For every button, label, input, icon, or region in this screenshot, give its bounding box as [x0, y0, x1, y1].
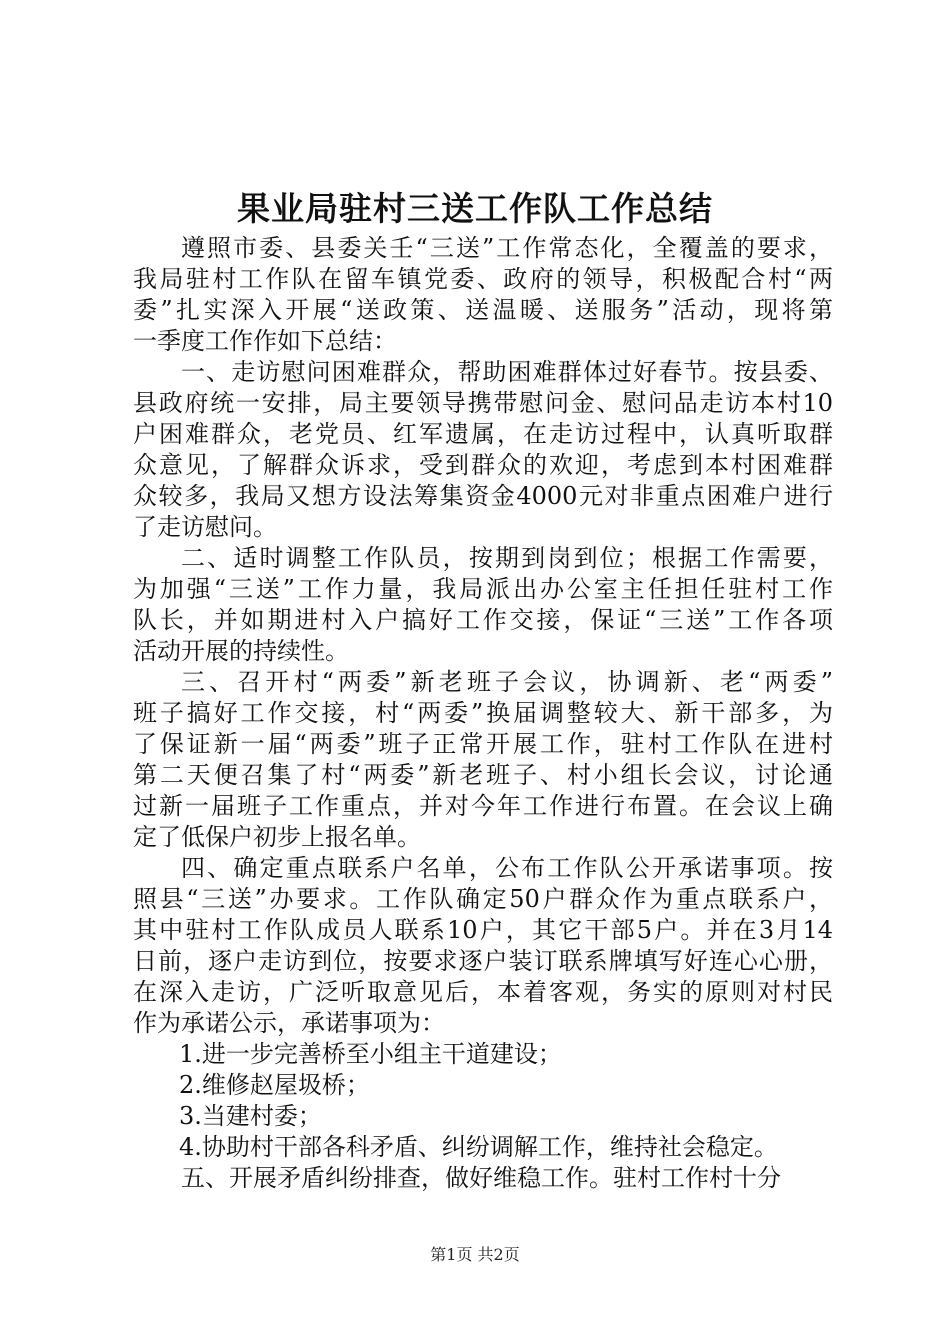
body-line: 队长，并如期进村入户搞好工作交接，保证“三送”工作各项 — [133, 606, 833, 634]
body-line: 定了低保户初步上报名单。 — [133, 823, 421, 851]
body-line: 五、开展矛盾纠纷排查，做好维稳工作。驻村工作村十分 — [181, 1164, 781, 1192]
list-item: 3.当建村委； — [179, 1102, 322, 1130]
page-footer: 第1页 共2页 — [430, 1245, 520, 1264]
body-line: 遵照市委、县委关壬“三送”工作常态化，全覆盖的要求， — [181, 234, 833, 262]
list-item: 4.协助村干部各科矛盾、纠纷调解工作，维持社会稳定。 — [179, 1133, 778, 1161]
list-item: 1.进一步完善桥至小组主干道建设； — [179, 1040, 562, 1068]
body-line: 县政府统一安排，局主要领导携带慰问金、慰问品走访本村10 — [133, 389, 833, 417]
body-line: 日前，逐户走访到位，按要求逐户装订联系牌填写好连心心册， — [133, 947, 833, 975]
body-line: 第二天便召集了村“两委”新老班子、村小组长会议，讨论通 — [133, 761, 833, 789]
document-body — [133, 233, 833, 1194]
body-line: 照县“三送”办要求。工作队确定50户群众作为重点联系户， — [133, 885, 833, 913]
body-line: 作为承诺公示，承诺事项为： — [133, 1009, 445, 1037]
body-line: 委”扎实深入开展“送政策、送温暖、送服务”活动，现将第 — [133, 296, 833, 324]
document-title: 果业局驻村三送工作队工作总结 — [237, 189, 713, 228]
body-line: 其中驻村工作队成员人联系10户，其它干部5户。并在3月14 — [133, 916, 833, 944]
body-line: 活动开展的持续性。 — [133, 637, 349, 665]
body-line: 一、走访慰问困难群众，帮助困难群体过好春节。按县委、 — [181, 358, 833, 386]
body-line: 班子搞好工作交接，村“两委”换届调整较大、新干部多，为 — [133, 699, 833, 727]
body-line: 三、召开村“两委”新老班子会议，协调新、老“两委” — [181, 668, 833, 696]
body-line: 四、确定重点联系户名单，公布工作队公开承诺事项。按 — [181, 854, 833, 882]
body-line: 一季度工作作如下总结： — [133, 327, 397, 355]
body-line: 了走访慰问。 — [133, 513, 277, 541]
body-line: 众意见，了解群众诉求，受到群众的欢迎，考虑到本村困难群 — [133, 451, 833, 479]
body-line: 在深入走访，广泛听取意见后，本着客观，务实的原则对村民 — [133, 978, 833, 1006]
body-line: 二、适时调整工作队员，按期到岗到位；根据工作需要， — [181, 544, 833, 572]
body-line: 了保证新一届“两委”班子正常开展工作，驻村工作队在进村 — [133, 730, 833, 758]
list-item: 2.维修赵屋圾桥； — [179, 1071, 370, 1099]
body-line: 户困难群众，老党员、红军遗属，在走访过程中，认真听取群 — [133, 420, 833, 448]
body-line: 过新一届班子工作重点，并对今年工作进行布置。在会议上确 — [133, 792, 833, 820]
body-line: 为加强“三送”工作力量，我局派出办公室主任担任驻村工作 — [133, 575, 833, 603]
body-line: 众较多，我局又想方设法筹集资金4000元对非重点困难户进行 — [133, 482, 833, 510]
body-line: 我局驻村工作队在留车镇党委、政府的领导，积极配合村“两 — [133, 265, 833, 293]
